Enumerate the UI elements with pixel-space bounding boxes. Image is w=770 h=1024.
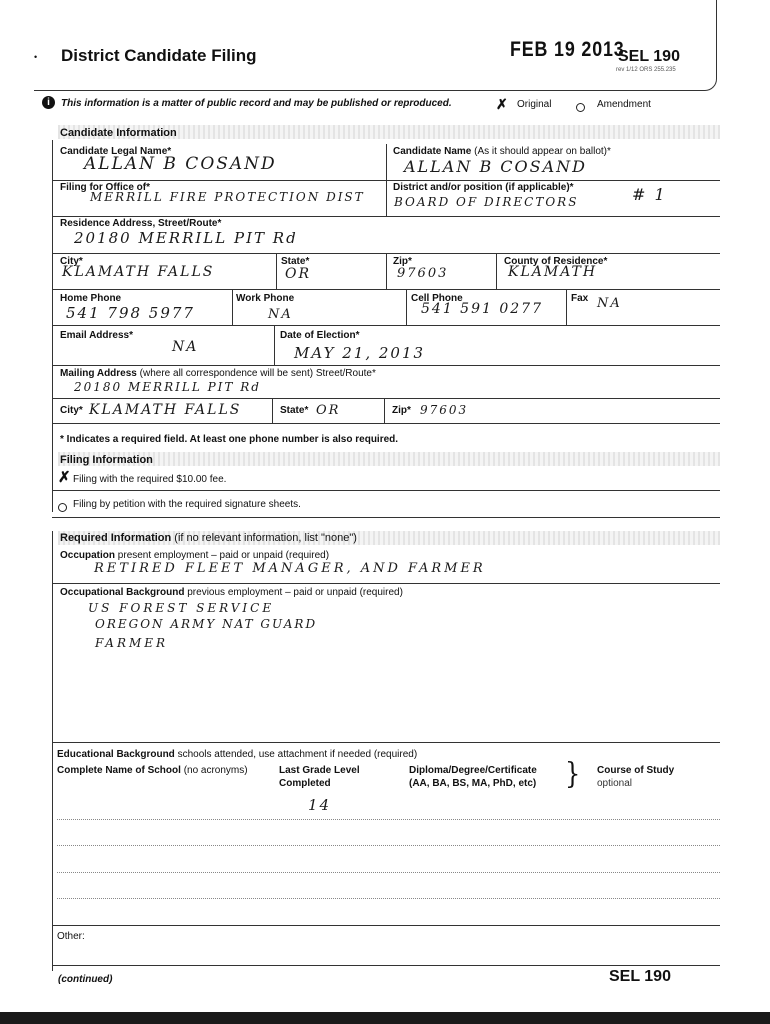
occupation-label: Occupation present employment – paid or unpaid (required) [60, 550, 330, 561]
filing-section-title: Filing Information [60, 454, 153, 466]
office-value: MERRILL FIRE PROTECTION DIST [90, 190, 365, 204]
state-label: State* [281, 256, 310, 267]
continued-note: (continued) [58, 974, 113, 985]
work-phone-label: Work Phone [236, 293, 295, 304]
original-checkbox[interactable]: ✗ [496, 96, 508, 112]
footer-form-code: SEL 190 [609, 968, 671, 985]
district-label: District and/or position (if applicable)* [393, 182, 574, 193]
legal-name-value: ALLAN B COSAND [84, 154, 277, 174]
mailing-zip-label: Zip* [392, 405, 411, 416]
school-column-header: Complete Name of School (no acronyms) [57, 765, 248, 776]
amendment-radio[interactable] [576, 99, 589, 117]
county-label: County of Residence* [504, 256, 608, 267]
grade-column-header: Last Grade Level [279, 765, 360, 776]
county-value: KLAMATH [508, 264, 598, 280]
required-field-note: * Indicates a required field. At least one phone number is also required. [60, 434, 399, 445]
cell-phone-value: 541 591 0277 [421, 301, 543, 317]
education-label: Educational Background schools attended, use attachment if needed (required) [57, 749, 418, 760]
email-value: NA [172, 339, 199, 355]
bracket-mark: } [565, 757, 581, 791]
diploma-column-header-2: (AA, BA, BS, MA, PhD, etc) [409, 778, 537, 789]
district-value: BOARD OF DIRECTORS [394, 195, 579, 209]
mailing-city-value: KLAMATH FALLS [89, 402, 242, 418]
course-column-header-2: optional [597, 778, 633, 789]
election-date-label: Date of Election* [280, 330, 360, 341]
residence-label: Residence Address, Street/Route* [60, 218, 222, 229]
background-line-1: US FOREST SERVICE [88, 601, 275, 615]
legal-name-label: Candidate Legal Name* [60, 146, 172, 157]
notice-text: This information is a matter of public record and may be published or reproduced. [61, 98, 452, 109]
ballot-name-label: Candidate Name (As it should appear on ballot)* [393, 146, 611, 157]
original-label: Original [517, 99, 552, 110]
mailing-value: 20180 MERRILL PIT Rd [74, 380, 261, 394]
notice-icon: i [42, 96, 55, 109]
fee-checkbox[interactable]: ✗ [58, 469, 71, 486]
candidate-section-title: Candidate Information [60, 127, 177, 139]
zip-label: Zip* [393, 256, 412, 267]
city-label: City* [60, 256, 83, 267]
mailing-label: Mailing Address (where all correspondence will be sent) Street/Route* [60, 368, 376, 379]
office-label: Filing for Office of* [60, 182, 150, 193]
grade-column-header-2: Completed [279, 778, 331, 789]
other-label: Other: [57, 931, 85, 942]
city-value: KLAMATH FALLS [62, 264, 215, 280]
background-line-2: OREGON ARMY NAT GUARD [95, 617, 318, 631]
filing-section-bar [58, 452, 720, 466]
petition-option-label: Filing by petition with the required signature sheets. [73, 499, 301, 510]
district-number: # 1 [632, 185, 667, 204]
received-stamp: FEB 19 2013 [510, 38, 625, 61]
state-value: OR [285, 266, 312, 282]
zip-value: 97603 [397, 266, 449, 281]
info-icon: • [34, 52, 38, 62]
background-label: Occupational Background previous employment – paid or unpaid (required) [60, 587, 403, 598]
fee-option-label: Filing with the required $10.00 fee. [73, 474, 227, 485]
petition-radio[interactable] [58, 499, 71, 517]
mailing-state-label: State* [280, 405, 309, 416]
email-label: Email Address* [60, 330, 133, 341]
fax-value: NA [597, 296, 622, 311]
cell-phone-label: Cell Phone [411, 293, 463, 304]
home-phone-label: Home Phone [60, 293, 122, 304]
required-section-title: Required Information (if no relevant information, list "none") [60, 532, 357, 544]
grade-level-value: 14 [308, 796, 332, 814]
diploma-column-header: Diploma/Degree/Certificate [409, 765, 537, 776]
fax-label: Fax [571, 293, 589, 304]
ballot-name-value: ALLAN B COSAND [404, 157, 587, 176]
amendment-label: Amendment [597, 99, 651, 110]
work-phone-value: NA [268, 307, 293, 322]
election-date-value: MAY 21, 2013 [294, 344, 426, 362]
form-code: SEL 190 [618, 48, 680, 65]
form-revision: rev 1/12 ORS 255.235 [616, 67, 676, 73]
residence-value: 20180 MERRILL PIT Rd [74, 229, 298, 247]
background-line-3: FARMER [95, 636, 169, 650]
page-title: District Candidate Filing [61, 46, 257, 65]
mailing-city-label: City* [60, 405, 83, 416]
course-column-header: Course of Study [597, 765, 675, 776]
mailing-state-value: OR [316, 403, 341, 418]
occupation-value: RETIRED FLEET MANAGER, AND FARMER [94, 561, 486, 576]
mailing-zip-value: 97603 [420, 403, 469, 417]
scan-edge [0, 1012, 770, 1024]
home-phone-value: 541 798 5977 [66, 304, 195, 322]
